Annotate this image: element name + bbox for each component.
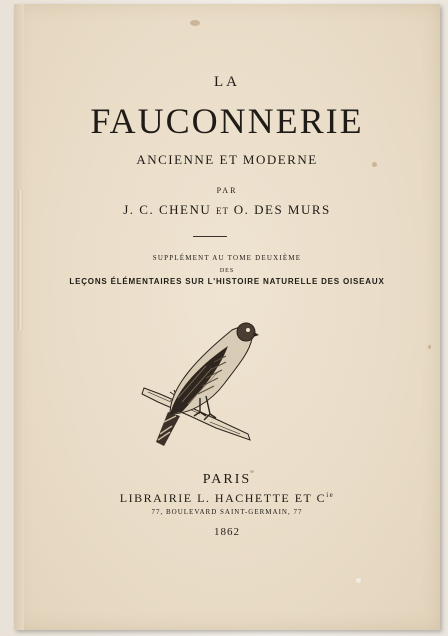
author-conjunction: ET [215, 206, 229, 216]
main-title: FAUCONNERIE [90, 101, 364, 141]
by-line: PAR [216, 186, 238, 195]
author-2: O. DES MURS [233, 202, 331, 217]
foxing-spot [356, 578, 361, 583]
foxing-spot [428, 345, 431, 349]
author-1: J. C. CHENU [123, 202, 212, 217]
publisher-name: LIBRAIRIE L. HACHETTE ET C [119, 491, 327, 505]
title-article: LA [214, 74, 240, 90]
supplement-line: SUPPLÉMENT AU TOME DEUXIÈME [152, 254, 302, 262]
des-line: DES [219, 268, 235, 274]
subtitle: ANCIENNE ET MODERNE [136, 152, 318, 167]
hawk-illustration [140, 316, 260, 450]
city: PARIS [202, 472, 252, 487]
divider-rule [193, 236, 227, 237]
series-title: LEÇONS ÉLÉMENTAIRES SUR L'HISTOIRE NATURELLE DES OISEAUX [69, 277, 385, 286]
authors [14, 202, 440, 218]
publisher-superscript: ie [326, 491, 335, 499]
publisher-address: 77, BOULEVARD SAINT-GERMAIN, 77 [151, 508, 303, 516]
publisher [14, 491, 440, 506]
foxing-spot [190, 20, 200, 26]
publication-year: 1862 [214, 526, 240, 538]
